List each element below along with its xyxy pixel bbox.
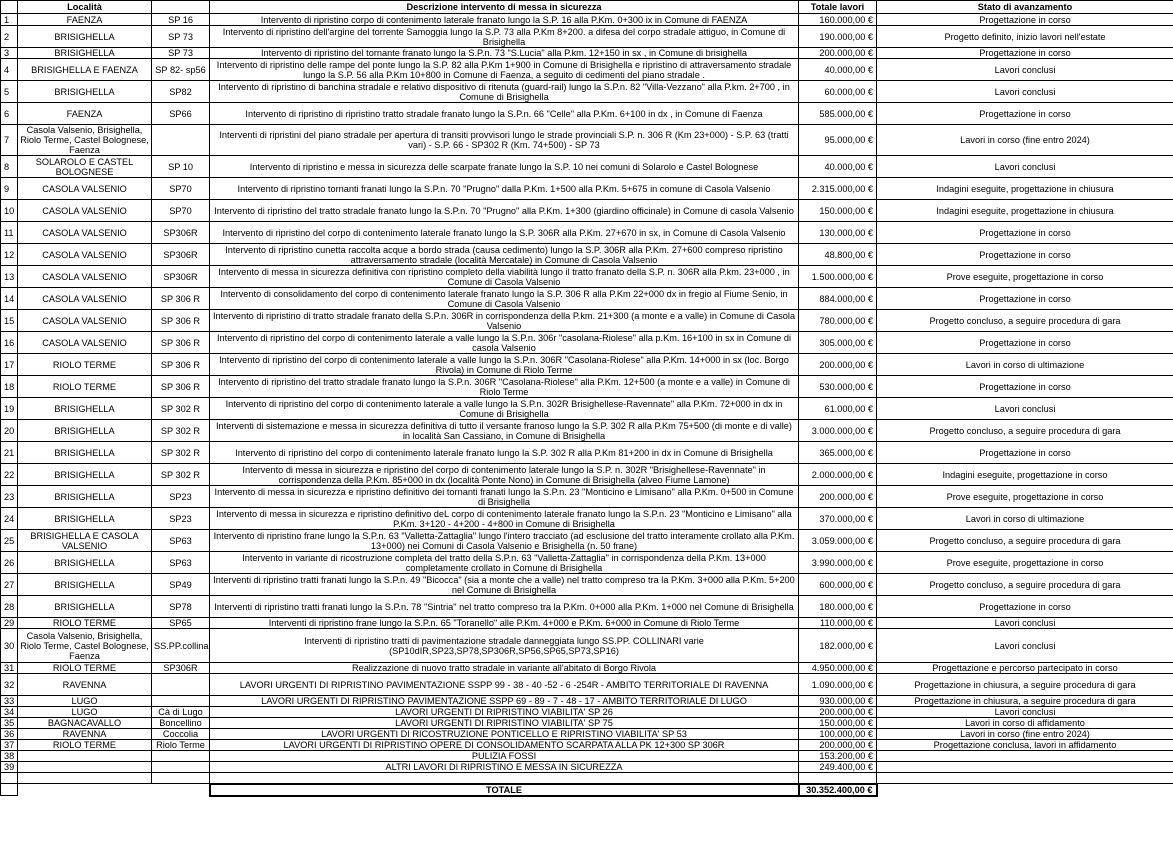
cell-sp: [152, 751, 210, 762]
cell-stato: Progetto concluso, a seguire procedura di gara: [877, 574, 1173, 596]
cell-localita: [18, 762, 152, 773]
cell-totale: 200.000,00 €: [799, 740, 877, 751]
table-row: [1, 740, 1173, 751]
cell-sp: SP306R: [152, 244, 210, 266]
table-row: [1, 442, 1173, 464]
table-row: [1, 464, 1173, 486]
cell-num: 16: [1, 332, 18, 354]
cell-stato: Lavori in corso di affidamento: [877, 718, 1173, 729]
cell-stato: Prove eseguite, progettazione in corso: [877, 266, 1173, 288]
cell-localita: CASOLA VALSENIO: [18, 332, 152, 354]
cell-sp: SP23: [152, 486, 210, 508]
cell-stato: Lavori in corso di ultimazione: [877, 508, 1173, 530]
cell-stato: Lavori in corso (fine entro 2024): [877, 729, 1173, 740]
cell-totale: 3.059.000,00 €: [799, 530, 877, 552]
cell-sp: SP306R: [152, 663, 210, 674]
table-row: [1, 178, 1173, 200]
empty-cell: [877, 773, 1173, 784]
cell-sp: SP 302 R: [152, 442, 210, 464]
cell-sp: [152, 762, 210, 773]
empty-cell: [210, 773, 799, 784]
cell-localita: BRISIGHELLA: [18, 26, 152, 48]
cell-stato: Progettazione in corso: [877, 103, 1173, 125]
cell-sp: Riolo Terme: [152, 740, 210, 751]
cell-localita: Casola Valsenio, Brisighella, Riolo Terme, Castel Bolognese, Faenza: [18, 125, 152, 156]
table-row: [1, 376, 1173, 398]
total-value: 30.352.400,00 €: [799, 784, 877, 796]
cell-totale: 1.500.000,00 €: [799, 266, 877, 288]
cell-sp: SP 10: [152, 156, 210, 178]
cell-totale: 2.315.000,00 €: [799, 178, 877, 200]
total-row: [1, 784, 1173, 796]
header-num: [1, 1, 18, 14]
table-row: [1, 288, 1173, 310]
cell-sp: Coccolia: [152, 729, 210, 740]
table-row: [1, 762, 1173, 773]
cell-localita: BRISIGHELLA: [18, 596, 152, 618]
spacer-row: [1, 773, 1173, 784]
cell-totale: 40.000,00 €: [799, 59, 877, 81]
cell-sp: SP66: [152, 103, 210, 125]
cell-num: 24: [1, 508, 18, 530]
cell-totale: 48.800,00 €: [799, 244, 877, 266]
table-row: [1, 696, 1173, 707]
cell-descrizione: Intervento di ripristino delle rampe del ponte lungo la S.P. 82 alla P.Km 1+900 in Comune di Brisighella e ripristino di attraversamento stradale lungo la S.P. 56 alla P.Km 10+800 in Comune di Faenza, a seguito di cedimenti del piano stradale .: [210, 59, 799, 81]
cell-localita: BRISIGHELLA: [18, 81, 152, 103]
cell-localita: [18, 751, 152, 762]
cell-localita: BRISIGHELLA: [18, 464, 152, 486]
cell-descrizione: Interventi di ripristino tratti franati lungo la S.P.n. 49 "Bicocca" (sia a monte che a valle) nel tratto compreso tra la P.Km. 3+000 alla P.Km. 5+200 nel Comune di Brisighella: [210, 574, 799, 596]
cell-descrizione: Interventi di sistemazione e messa in sicurezza definitiva di tutto il versante franoso lungo la S.P. 302 R alla P.Km 75+500 (di monte e di valle) in località San Cassiano, in Comune di Brisighella: [210, 420, 799, 442]
cell-localita: RAVENNA: [18, 674, 152, 696]
cell-stato: Progettazione in corso: [877, 332, 1173, 354]
cell-num: 5: [1, 81, 18, 103]
cell-descrizione: Intervento di ripristino del corpo di contenimento laterale franato lungo la S.P. 306R alla P.Km. 27+670 in sx, in Comune di Casola Valsenio: [210, 222, 799, 244]
table-row: [1, 156, 1173, 178]
cell-num: 19: [1, 398, 18, 420]
cell-descrizione: Intervento di messa in sicurezza e ripristino definitivo dei tornanti franati lungo la S.P.n. 23 "Monticino e Limisano" alla P.Km. 0+500 in Comune di Brisighella: [210, 486, 799, 508]
cell-totale: 585.000,00 €: [799, 103, 877, 125]
cell-num: 20: [1, 420, 18, 442]
cell-localita: BAGNACAVALLO: [18, 718, 152, 729]
cell-localita: BRISIGHELLA E FAENZA: [18, 59, 152, 81]
table-row: [1, 244, 1173, 266]
table-row: [1, 354, 1173, 376]
cell-num: 18: [1, 376, 18, 398]
cell-sp: SP82: [152, 81, 210, 103]
cell-localita: BRISIGHELLA: [18, 508, 152, 530]
table-row: [1, 420, 1173, 442]
cell-stato: Progettazione e percorso partecipato in corso: [877, 663, 1173, 674]
cell-num: 17: [1, 354, 18, 376]
cell-localita: CASOLA VALSENIO: [18, 200, 152, 222]
table-row: [1, 81, 1173, 103]
cell-stato: [877, 751, 1173, 762]
cell-sp: [152, 674, 210, 696]
cell-localita: LUGO: [18, 696, 152, 707]
cell-stato: Progettazione conclusa, lavori in affidamento: [877, 740, 1173, 751]
table-row: [1, 552, 1173, 574]
cell-totale: 3.000.000,00 €: [799, 420, 877, 442]
cell-descrizione: LAVORI URGENTI DI RICOSTRUZIONE PONTICELLO E RIPRISTINO VIABILITA' SP 53: [210, 729, 799, 740]
cell-totale: 182.000,00 €: [799, 629, 877, 663]
table-row: [1, 222, 1173, 244]
empty-cell: [18, 773, 152, 784]
cell-num: 36: [1, 729, 18, 740]
cell-sp: SP63: [152, 530, 210, 552]
cell-totale: 780.000,00 €: [799, 310, 877, 332]
empty-cell: [152, 773, 210, 784]
cell-localita: RIOLO TERME: [18, 354, 152, 376]
cell-sp: SP 302 R: [152, 420, 210, 442]
cell-stato: Progettazione in corso: [877, 288, 1173, 310]
cell-sp: SP306R: [152, 266, 210, 288]
table-row: [1, 266, 1173, 288]
cell-descrizione: Interventi di ripristino frane lungo la S.P.n. 65 "Toranello" alle P.Km. 4+000 e P.Km. 6+000 in Comune di Riolo Terme: [210, 618, 799, 629]
cell-sp: SP63: [152, 552, 210, 574]
cell-totale: 884.000,00 €: [799, 288, 877, 310]
cell-stato: Progettazione in corso: [877, 14, 1173, 26]
cell-sp: SP23: [152, 508, 210, 530]
table-row: [1, 707, 1173, 718]
cell-num: 22: [1, 464, 18, 486]
cell-localita: RIOLO TERME: [18, 663, 152, 674]
cell-totale: 60.000,00 €: [799, 81, 877, 103]
cell-sp: [152, 696, 210, 707]
cell-descrizione: Intervento di ripristino del tornante franato lungo la S.P.n. 73 "S.Lucia" alla P.km. 12+150 in sx , in Comune di brisighella: [210, 48, 799, 59]
empty-cell: [799, 773, 877, 784]
cell-totale: 930.000,00 €: [799, 696, 877, 707]
cell-descrizione: Intervento di ripristino del tratto stradale franato lungo la S.P.n. 70 "Prugno" alla P.Km. 1+300 (giardino officinale) in Comune di casola Valsenio: [210, 200, 799, 222]
cell-localita: FAENZA: [18, 14, 152, 26]
cell-totale: 305.000,00 €: [799, 332, 877, 354]
cell-localita: BRISIGHELLA: [18, 48, 152, 59]
cell-stato: Lavori in corso di ultimazione: [877, 354, 1173, 376]
cell-num: 23: [1, 486, 18, 508]
cell-totale: 150.000,00 €: [799, 200, 877, 222]
cell-num: 1: [1, 14, 18, 26]
cell-localita: RIOLO TERME: [18, 618, 152, 629]
cell-totale: 190.000,00 €: [799, 26, 877, 48]
cell-stato: Indagini eseguite, progettazione in chiusura: [877, 200, 1173, 222]
cell-stato: Prove eseguite, progettazione in corso: [877, 552, 1173, 574]
cell-num: 4: [1, 59, 18, 81]
cell-localita: FAENZA: [18, 103, 152, 125]
cell-stato: Progettazione in corso: [877, 48, 1173, 59]
cell-num: 37: [1, 740, 18, 751]
table-row: [1, 332, 1173, 354]
cell-descrizione: Intervento di messa in sicurezza e ripristino definitivo deL corpo di contenimento laterale franato lungo la S.P.n. 23 "Monticino e Limisano" alla P.Km. 3+120 - 4+200 - 4+800 in Comune di Brisighella: [210, 508, 799, 530]
cell-sp: SP70: [152, 178, 210, 200]
cell-descrizione: LAVORI URGENTI DI RIPRISTINO PAVIMENTAZIONE SSPP 99 - 38 - 40 -52 - 6 -254R - AMBITO TERRITORIALE DI RAVENNA: [210, 674, 799, 696]
cell-num: 3: [1, 48, 18, 59]
cell-localita: CASOLA VALSENIO: [18, 266, 152, 288]
cell-localita: BRISIGHELLA: [18, 398, 152, 420]
cell-localita: BRISIGHELLA: [18, 486, 152, 508]
cell-totale: 180.000,00 €: [799, 596, 877, 618]
cell-descrizione: LAVORI URGENTI DI RIPRISTINO VIABILITA' SP 26: [210, 707, 799, 718]
cell-stato: Lavori conclusi: [877, 156, 1173, 178]
cell-stato: Progetto definito, inizio lavori nell'estate: [877, 26, 1173, 48]
table-row: [1, 125, 1173, 156]
table-row: [1, 508, 1173, 530]
total-label: TOTALE: [210, 784, 799, 796]
cell-localita: CASOLA VALSENIO: [18, 244, 152, 266]
cell-sp: SP 302 R: [152, 464, 210, 486]
cell-num: 13: [1, 266, 18, 288]
header-row: [1, 1, 1173, 14]
cell-descrizione: Intervento di ripristino cunetta raccolta acque a bordo strada (causa cedimento) lungo la S.P. 306R alla P.Km. 27+600 compreso ripristino attraversamento stradale (località Mercatale) in Comune di Casola Valsenio: [210, 244, 799, 266]
cell-descrizione: Intervento di ripristino del corpo di contenimento laterale a valle lungo la S.P.n. 306r "casolana-Riolese" alla p.Km. 16+100 in sx in Comune di casola Valsenio: [210, 332, 799, 354]
header-stato: Stato di avanzamento: [877, 1, 1173, 14]
cell-num: 25: [1, 530, 18, 552]
cell-num: 21: [1, 442, 18, 464]
table-row: [1, 200, 1173, 222]
cell-descrizione: ALTRI LAVORI DI RIPRISTINO E MESSA IN SICUREZZA: [210, 762, 799, 773]
cell-stato: Prove eseguite, progettazione in corso: [877, 486, 1173, 508]
empty-cell: [877, 784, 1173, 796]
cell-descrizione: LAVORI URGENTI DI RIPRISTINO VIABILITA' SP 75: [210, 718, 799, 729]
cell-sp: SS.PP.collina: [152, 629, 210, 663]
empty-cell: [1, 773, 18, 784]
cell-num: 28: [1, 596, 18, 618]
cell-stato: Progettazione in corso: [877, 376, 1173, 398]
cell-num: 8: [1, 156, 18, 178]
cell-descrizione: Intervento di messa in sicurezza definitiva con ripristino completo della viabilità lungo il tratto franato della S.P. n. 306R alla P.km. 23+000 , in Comune di Casola Valsenio: [210, 266, 799, 288]
cell-descrizione: LAVORI URGENTI DI RIPRISTINO PAVIMENTAZIONE SSPP 69 - 89 - 7 - 48 - 17 - AMBITO TERRITORIALE DI LUGO: [210, 696, 799, 707]
cell-localita: BRISIGHELLA: [18, 552, 152, 574]
cell-localita: CASOLA VALSENIO: [18, 310, 152, 332]
cell-descrizione: Intervento di ripristino frane lungo la S.P.n. 63 "Valletta-Zattaglia" lungo l'intero tracciato (ad esclusione del tratto interamente crollato alla P.Km. 13+000) nei Comuni di Casola Valsenio e Brisighella (n. 50 frane): [210, 530, 799, 552]
cell-totale: 200.000,00 €: [799, 707, 877, 718]
cell-sp: SP 306 R: [152, 354, 210, 376]
cell-num: 33: [1, 696, 18, 707]
cell-sp: SP78: [152, 596, 210, 618]
cell-stato: Lavori conclusi: [877, 618, 1173, 629]
cell-descrizione: Intervento di ripristino del corpo di contenimento laterale a valle lungo la S.P.n. 306R "Casolana-Riolese" alla P.Km. 14+000 in sx (loc. Borgo Rivola) in Comune di Riolo Terme: [210, 354, 799, 376]
cell-num: 6: [1, 103, 18, 125]
cell-totale: 200.000,00 €: [799, 48, 877, 59]
cell-stato: Progettazione in corso: [877, 442, 1173, 464]
cell-descrizione: Realizzazione di nuovo tratto stradale in variante all'abitato di Borgo Rivola: [210, 663, 799, 674]
cell-num: 12: [1, 244, 18, 266]
cell-sp: SP 302 R: [152, 398, 210, 420]
cell-num: 10: [1, 200, 18, 222]
cell-stato: Progettazione in corso: [877, 596, 1173, 618]
cell-localita: BRISIGHELLA: [18, 420, 152, 442]
cell-descrizione: Intervento di ripristino del tratto stradale franato lungo la S.P.n. 306R "Casolana-Riolese" alla P.Km. 12+500 (a monte e a valle) in Comune di Riolo Terme: [210, 376, 799, 398]
table-row: [1, 751, 1173, 762]
cell-sp: SP 306 R: [152, 288, 210, 310]
cell-stato: Progettazione in chiusura, a seguire procedura di gara: [877, 696, 1173, 707]
cell-localita: BRISIGHELLA: [18, 574, 152, 596]
cell-descrizione: Intervento in variante di ricostruzione completa del tratto della S.P.n. 63 "Valletta-Zattaglia" in corrispondenza della P.Km. 13+000 completamente crollato in Comune di Brisighella: [210, 552, 799, 574]
cell-sp: SP 73: [152, 26, 210, 48]
cell-stato: [877, 762, 1173, 773]
table-row: [1, 59, 1173, 81]
cell-num: 2: [1, 26, 18, 48]
cell-totale: 153.200,00 €: [799, 751, 877, 762]
table-body: [1, 14, 1173, 796]
cell-descrizione: Interventi di ripristino tratti di pavimentazione stradale danneggiata lungo SS.PP. COLLINARI varie (SP10dIR,SP23,SP78,SP306R,SP56,SP65,SP73,SP16): [210, 629, 799, 663]
cell-stato: Indagini eseguite, progettazione in corso: [877, 464, 1173, 486]
cell-localita: RIOLO TERME: [18, 740, 152, 751]
table-row: [1, 26, 1173, 48]
cell-localita: SOLAROLO E CASTEL BOLOGNESE: [18, 156, 152, 178]
cell-sp: SP49: [152, 574, 210, 596]
table-row: [1, 530, 1173, 552]
cell-stato: Progetto concluso, a seguire procedura di gara: [877, 310, 1173, 332]
cell-stato: Lavori conclusi: [877, 59, 1173, 81]
cell-totale: 150.000,00 €: [799, 718, 877, 729]
cell-descrizione: Intervento di ripristino tornanti franati lungo la S.P.n. 70 "Prugno" dalla P.Km. 1+500 alla P.Km. 5+675 in comune di Casola Valsenio: [210, 178, 799, 200]
cell-sp: Boncellino: [152, 718, 210, 729]
cell-num: 35: [1, 718, 18, 729]
empty-cell: [18, 784, 152, 796]
table-row: [1, 14, 1173, 26]
cell-sp: SP65: [152, 618, 210, 629]
cell-num: 30: [1, 629, 18, 663]
cell-totale: 200.000,00 €: [799, 354, 877, 376]
cell-descrizione: Intervento di ripristino di tratto stradale franato della S.P.n. 306R in corrispondenza della P.km. 21+300 (a monte e a valle) in Comune di Casola Valsenio: [210, 310, 799, 332]
cell-totale: 160.000,00 €: [799, 14, 877, 26]
header-sp: [152, 1, 210, 14]
cell-stato: Progettazione in chiusura, a seguire procedura di gara: [877, 674, 1173, 696]
cell-descrizione: Intervento di ripristino e messa in sicurezza delle scarpate franate lungo la S.P. 10 nei comuni di Solarolo e Castel Bolognese: [210, 156, 799, 178]
cell-descrizione: LAVORI URGENTI DI RIPRISTINO OPERE DI CONSOLIDAMENTO SCARPATA ALLA PK 12+300 SP 306R: [210, 740, 799, 751]
cell-localita: CASOLA VALSENIO: [18, 288, 152, 310]
cell-stato: Indagini eseguite, progettazione in chiusura: [877, 178, 1173, 200]
cell-localita: CASOLA VALSENIO: [18, 178, 152, 200]
table-row: [1, 486, 1173, 508]
cell-sp: Cà di Lugo: [152, 707, 210, 718]
cell-sp: SP 306 R: [152, 332, 210, 354]
cell-descrizione: Intervento di ripristino di ripristino tratto stradale franato lungo la S.P.n. 66 "Celle" alla P.Km. 6+100 in dx , in Comune di Faenza: [210, 103, 799, 125]
cell-totale: 370.000,00 €: [799, 508, 877, 530]
table-row: [1, 596, 1173, 618]
cell-num: 11: [1, 222, 18, 244]
cell-localita: BRISIGHELLA: [18, 442, 152, 464]
cell-stato: Progettazione in corso: [877, 244, 1173, 266]
cell-totale: 61.000,00 €: [799, 398, 877, 420]
cell-sp: SP306R: [152, 222, 210, 244]
table-row: [1, 663, 1173, 674]
cell-descrizione: Intervento di ripristino di banchina stradale e relativo dispositivo di ritenuta (guard-rail) lungo la S.P.n. 82 "Villa-Vezzano" alla P.km. 2+700 , in Comune di Brisighella: [210, 81, 799, 103]
cell-stato: Lavori conclusi: [877, 707, 1173, 718]
cell-totale: 2.000.000,00 €: [799, 464, 877, 486]
table-row: [1, 729, 1173, 740]
cell-sp: SP 82- sp56: [152, 59, 210, 81]
cell-sp: SP70: [152, 200, 210, 222]
cell-sp: SP 73: [152, 48, 210, 59]
table-row: [1, 629, 1173, 663]
cell-totale: 100.000,00 €: [799, 729, 877, 740]
cell-num: 29: [1, 618, 18, 629]
cell-totale: 249.400,00 €: [799, 762, 877, 773]
table-row: [1, 48, 1173, 59]
cell-num: 34: [1, 707, 18, 718]
cell-stato: Lavori conclusi: [877, 81, 1173, 103]
cell-localita: BRISIGHELLA E CASOLA VALSENIO: [18, 530, 152, 552]
cell-localita: RAVENNA: [18, 729, 152, 740]
cell-descrizione: Intervento di ripristino del corpo di contenimento laterale a valle lungo la S.P.n. 302R Brisighellese-Ravennate" alla P.Km. 72+000 in dx in Comune di Brisighella: [210, 398, 799, 420]
table-row: [1, 310, 1173, 332]
empty-cell: [152, 784, 210, 796]
cell-totale: 40.000,00 €: [799, 156, 877, 178]
cell-stato: Progetto concluso, a seguire procedura di gara: [877, 530, 1173, 552]
cell-stato: Progetto concluso, a seguire procedura di gara: [877, 420, 1173, 442]
cell-totale: 110.000,00 €: [799, 618, 877, 629]
cell-stato: Lavori conclusi: [877, 398, 1173, 420]
cell-totale: 365.000,00 €: [799, 442, 877, 464]
cell-sp: [152, 125, 210, 156]
cell-num: 31: [1, 663, 18, 674]
cell-num: 9: [1, 178, 18, 200]
cell-totale: 200.000,00 €: [799, 486, 877, 508]
cell-totale: 4.950.000,00 €: [799, 663, 877, 674]
cell-num: 26: [1, 552, 18, 574]
cell-descrizione: Intervento di consolidamento del corpo di contenimento laterale franato lungo la S.P. 306 R alla P.Km 22+000 dx in fregio al Fiume Senio, in Comune di Casola Valsenio: [210, 288, 799, 310]
cell-sp: SP 306 R: [152, 376, 210, 398]
header-localita: Località: [18, 1, 152, 14]
cell-descrizione: Interventi di ripristino tratti franati lungo la S.P.n. 78 "Sintria" nel tratto compreso tra la P.Km. 0+000 alla P.Km. 1+000 nel Comune di Brisighella: [210, 596, 799, 618]
cell-localita: LUGO: [18, 707, 152, 718]
cell-localita: CASOLA VALSENIO: [18, 222, 152, 244]
header-descrizione: Descrizione intervento di messa in sicurezza: [210, 1, 799, 14]
cell-descrizione: Intervento di messa in sicurezza e ripristino del corpo di contenimento laterale lungo la S.P. n. 302R "Brisighellese-Ravennate" in corrispondenza della P.Km. 85+000 in dx (località Ponte Nono) in Comune di Brisighella (alveo Fiume Lamone): [210, 464, 799, 486]
cell-descrizione: Intervento di ripristino del corpo di contenimento laterale franato lungo la S.P. 302 R alla P.Km 81+200 in dx in Comune di Brisighella: [210, 442, 799, 464]
cell-totale: 95.000,00 €: [799, 125, 877, 156]
cell-sp: SP 16: [152, 14, 210, 26]
cell-sp: SP 306 R: [152, 310, 210, 332]
table-row: [1, 618, 1173, 629]
table-row: [1, 574, 1173, 596]
cell-totale: 3.990.000,00 €: [799, 552, 877, 574]
cell-num: 27: [1, 574, 18, 596]
cell-localita: Casola Valsenio, Brisighella, Riolo Terme, Castel Bolognese, Faenza: [18, 629, 152, 663]
cell-stato: Lavori in corso (fine entro 2024): [877, 125, 1173, 156]
cell-descrizione: Intervento di ripristino corpo di contenimento laterale franato lungo la S.P. 16 alla P.Km. 0+300 ix in Comune di FAENZA: [210, 14, 799, 26]
table-row: [1, 674, 1173, 696]
cell-totale: 600.000,00 €: [799, 574, 877, 596]
cell-num: 15: [1, 310, 18, 332]
cell-num: 38: [1, 751, 18, 762]
table-row: [1, 103, 1173, 125]
cell-descrizione: Interventi di ripristini del piano stradale per apertura di transiti provvisori lungo le strade provinciali S.P. n. 306 R (Km 23+000) - S.P. 63 (tratti vari) - S.P. 66 - SP302 R (Km. 74+500) - SP 73: [210, 125, 799, 156]
cell-descrizione: PULIZIA FOSSI: [210, 751, 799, 762]
cell-stato: Lavori conclusi: [877, 629, 1173, 663]
table-row: [1, 718, 1173, 729]
header-totale: Totale lavori: [799, 1, 877, 14]
cell-totale: 130.000,00 €: [799, 222, 877, 244]
cell-totale: 1.090.000,00 €: [799, 674, 877, 696]
table-row: [1, 398, 1173, 420]
cell-stato: Progettazione in corso: [877, 222, 1173, 244]
cell-num: 32: [1, 674, 18, 696]
cell-localita: RIOLO TERME: [18, 376, 152, 398]
cell-totale: 530.000,00 €: [799, 376, 877, 398]
cell-num: 7: [1, 125, 18, 156]
cell-descrizione: Intervento di ripristino dell'argine del torrente Samoggia lungo la S.P. 73 alla P.Km 8+200. a difesa del corpo stradale attiguo, in Comune di Brisighella: [210, 26, 799, 48]
cell-num: 39: [1, 762, 18, 773]
empty-cell: [1, 784, 18, 796]
cell-num: 14: [1, 288, 18, 310]
